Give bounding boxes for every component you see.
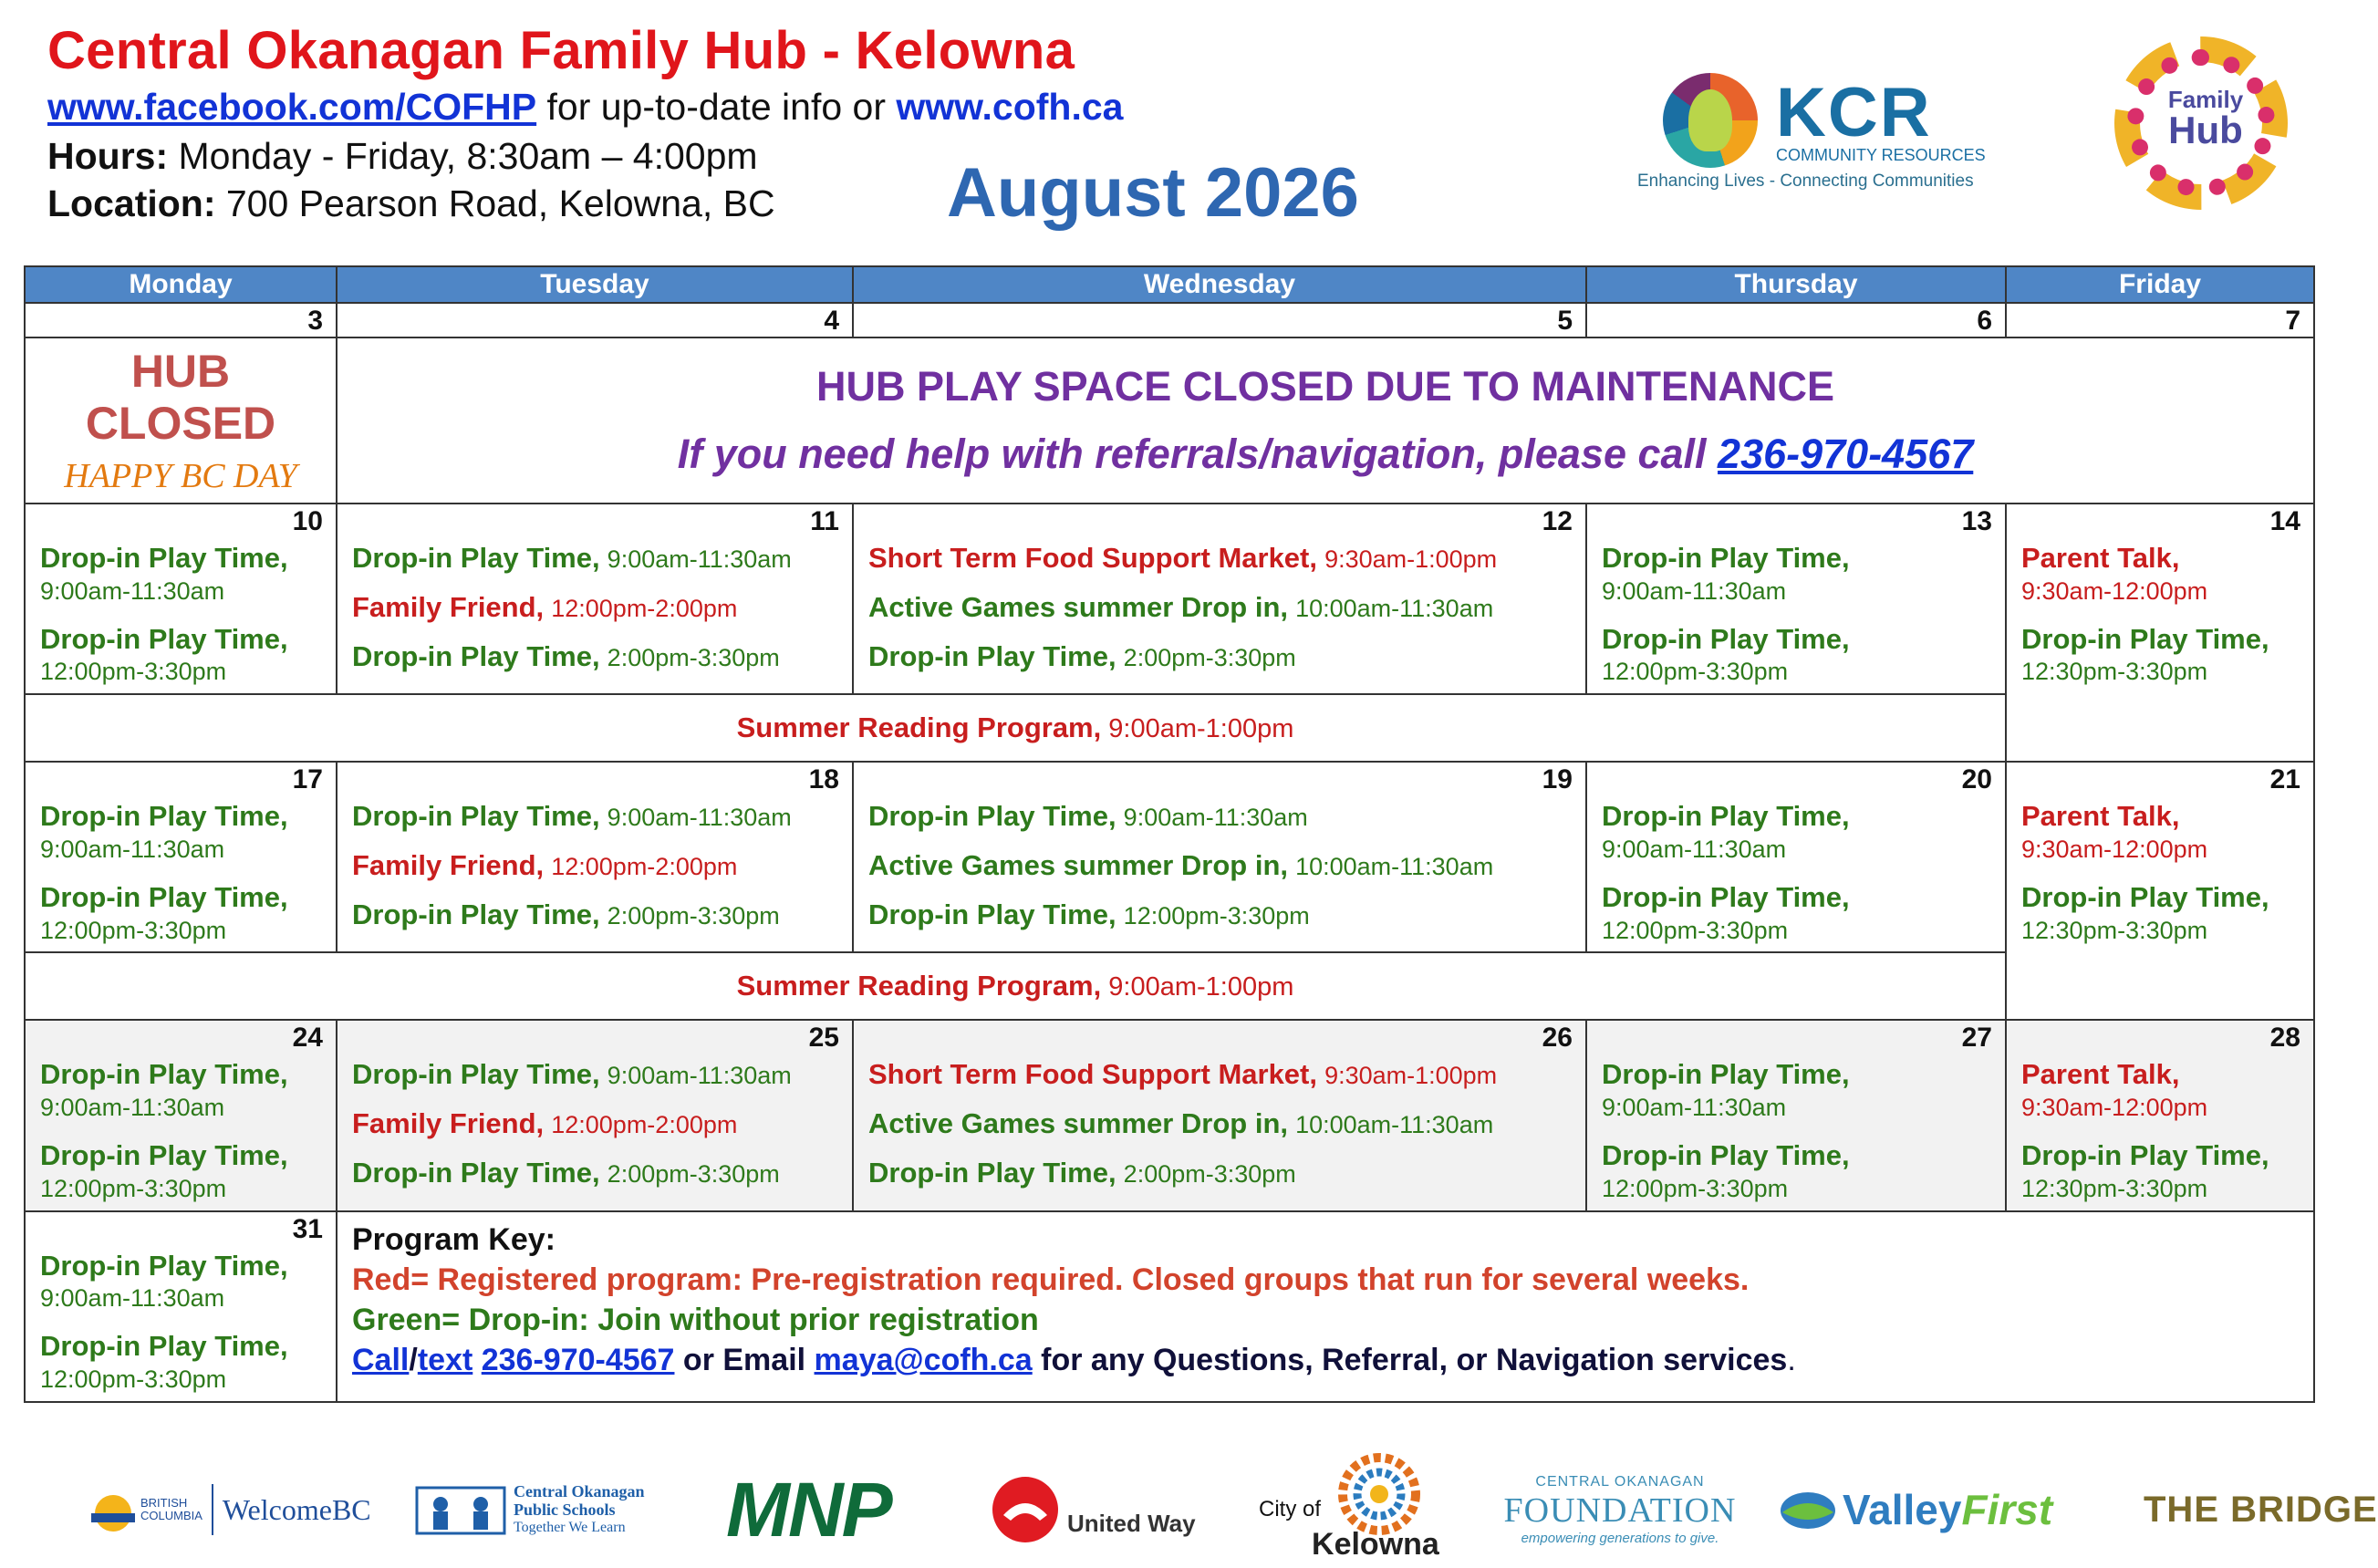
event-time: 9:00am-11:30am xyxy=(40,835,225,863)
kcr-logo xyxy=(1637,66,2020,202)
day-number: 13 xyxy=(1961,506,1992,536)
event-time: 2:00pm-3:30pm xyxy=(1123,1159,1296,1188)
day-cell xyxy=(1586,504,2006,694)
week-row xyxy=(25,504,2314,694)
event-time: 9:30am-12:00pm xyxy=(2021,1094,2208,1122)
event xyxy=(352,848,839,883)
welcomebc-logo xyxy=(86,1459,371,1560)
contact-text: or Email xyxy=(674,1343,815,1378)
hub-line1: Family xyxy=(2167,86,2244,113)
sponsor-strip xyxy=(73,1459,2378,1562)
event-time: 9:00am-11:30am xyxy=(40,576,225,605)
bc-small2: COLUMBIA xyxy=(140,1509,202,1522)
maintenance-notice xyxy=(337,337,2314,504)
event-name: Drop-in Play Time, xyxy=(1602,800,1850,833)
event-name: Drop-in Play Time, xyxy=(352,542,600,574)
day-cell xyxy=(1586,1020,2006,1210)
day-number: 21 xyxy=(2269,764,2300,795)
kcr-tagline: Enhancing Lives - Connecting Communities xyxy=(1637,171,1974,191)
day-number: 12 xyxy=(1542,506,1573,536)
united-way-logo xyxy=(989,1459,1196,1560)
cops-line2: Public Schools xyxy=(514,1501,616,1520)
divider xyxy=(212,1484,213,1535)
location-line xyxy=(47,182,775,225)
event xyxy=(40,799,323,866)
valley-text: Valley xyxy=(1843,1486,1962,1533)
united-way-text: United Way xyxy=(1067,1509,1196,1537)
event-name: Parent Talk, xyxy=(2021,1058,2180,1091)
event-name: Drop-in Play Time, xyxy=(868,800,1116,833)
city-emblem-icon xyxy=(1335,1450,1423,1538)
hub-line2: Hub xyxy=(2168,109,2243,151)
event-time: 12:00pm-2:00pm xyxy=(551,594,738,622)
event xyxy=(1602,541,1992,607)
event-time: 9:00am-11:30am xyxy=(1123,804,1308,832)
day-number: 18 xyxy=(808,764,839,795)
day-cell xyxy=(853,504,1586,694)
schools-icon xyxy=(415,1482,506,1537)
event-name: Drop-in Play Time, xyxy=(2021,1138,2269,1171)
day-number: 28 xyxy=(2269,1023,2300,1054)
first-text: First xyxy=(1961,1486,2053,1533)
event-time: 9:30am-12:00pm xyxy=(2021,576,2208,605)
event-name: Drop-in Play Time, xyxy=(40,880,288,913)
slash: / xyxy=(409,1343,418,1378)
event-name: Drop-in Play Time, xyxy=(40,800,288,833)
cof-logo xyxy=(1492,1459,1748,1560)
day-cell xyxy=(1586,762,2006,952)
calendar-table xyxy=(24,265,2315,1403)
day-number: 4 xyxy=(337,303,853,337)
cops-line1: Central Okanagan xyxy=(514,1482,645,1501)
day-number: 6 xyxy=(1586,303,2006,337)
day-number: 14 xyxy=(2269,506,2300,536)
event-name: Drop-in Play Time, xyxy=(40,1249,288,1282)
event xyxy=(352,1106,839,1141)
call-link[interactable]: Call xyxy=(352,1343,410,1378)
maintenance-text xyxy=(337,431,2313,478)
text-link[interactable]: text xyxy=(417,1343,473,1378)
event xyxy=(352,898,839,932)
event-time: 10:00am-11:30am xyxy=(1295,594,1494,622)
day-number: 25 xyxy=(808,1023,839,1054)
event-time: 12:00pm-3:30pm xyxy=(40,658,227,686)
event-name: Drop-in Play Time, xyxy=(40,1058,288,1091)
event-name: Drop-in Play Time, xyxy=(2021,622,2269,655)
website-link[interactable]: www.cofh.ca xyxy=(896,86,1124,128)
event-time: 9:00am-11:30am xyxy=(607,804,792,832)
weekday-header: Friday xyxy=(2006,266,2314,303)
day-number: 5 xyxy=(853,303,1586,337)
weekday-header-row xyxy=(25,266,2314,303)
event-name: Drop-in Play Time, xyxy=(868,639,1116,672)
hub-closed-line2: CLOSED xyxy=(85,398,276,449)
event-time: 9:00am-11:30am xyxy=(1602,1094,1787,1122)
event-time: 9:00am-11:30am xyxy=(40,1094,225,1122)
day-number: 19 xyxy=(1542,764,1573,795)
event xyxy=(2021,880,2300,947)
weekday-header: Monday xyxy=(25,266,337,303)
event xyxy=(2021,622,2300,689)
event-time: 12:00pm-3:30pm xyxy=(40,1174,227,1202)
event-time: 2:00pm-3:30pm xyxy=(607,1159,780,1188)
event xyxy=(1602,1138,1992,1205)
day-cell xyxy=(25,504,337,694)
event-name: Drop-in Play Time, xyxy=(868,1156,1116,1189)
day-cell xyxy=(853,1020,1586,1210)
day-cell xyxy=(337,504,853,694)
bc-small1: BRITISH xyxy=(140,1495,188,1510)
day-number: 11 xyxy=(810,506,839,536)
event xyxy=(40,622,323,689)
event-time: 2:00pm-3:30pm xyxy=(1123,643,1296,671)
event-time: 12:00pm-2:00pm xyxy=(551,1111,738,1139)
family-hub-logo xyxy=(2098,15,2308,224)
event-time: 10:00am-11:30am xyxy=(1295,852,1494,880)
cops-line3: Together We Learn xyxy=(514,1520,626,1535)
hours-value: Monday - Friday, 8:30am – 4:00pm xyxy=(168,135,758,177)
phone-link[interactable]: 236-970-4567 xyxy=(1718,431,1974,477)
event xyxy=(352,541,839,576)
event-name: Drop-in Play Time, xyxy=(352,1058,600,1091)
day-cell xyxy=(853,762,1586,952)
week-row xyxy=(25,1020,2314,1210)
weekday-header: Tuesday xyxy=(337,266,853,303)
event xyxy=(40,880,323,947)
day-number: 10 xyxy=(292,506,323,536)
event-time: 12:00pm-3:30pm xyxy=(1602,1174,1789,1202)
event-name: Drop-in Play Time, xyxy=(1602,1058,1850,1091)
cof-line2: FOUNDATION xyxy=(1503,1490,1737,1530)
event xyxy=(1602,880,1992,947)
day-cell xyxy=(25,1020,337,1210)
welcomebc-text: WelcomeBC xyxy=(222,1492,371,1526)
info-line xyxy=(47,86,1123,129)
location-label: Location: xyxy=(47,182,216,224)
event xyxy=(868,898,1573,932)
event-time: 9:00am-11:30am xyxy=(1602,576,1787,605)
day-cell xyxy=(25,762,337,952)
hub-closed-cell xyxy=(25,337,337,504)
event-time: 10:00am-11:30am xyxy=(1295,1111,1494,1139)
event xyxy=(40,1138,323,1205)
event xyxy=(2021,1057,2300,1124)
family-hub-wordmark xyxy=(2160,88,2251,150)
period: . xyxy=(1787,1343,1796,1378)
event-name: Drop-in Play Time, xyxy=(1602,542,1850,574)
event-name: Active Games summer Drop in, xyxy=(868,1107,1288,1140)
key-contact xyxy=(352,1340,2299,1380)
phone-link[interactable]: 236-970-4567 xyxy=(481,1343,675,1378)
event-name: Drop-in Play Time, xyxy=(40,622,288,655)
event xyxy=(1602,622,1992,689)
contact-text: for any Questions, Referral, or Navigation services xyxy=(1032,1343,1788,1378)
event-name: Drop-in Play Time, xyxy=(352,639,600,672)
city-line1: City of xyxy=(1259,1497,1322,1522)
event-name: Drop-in Play Time, xyxy=(1602,1138,1850,1171)
maintenance-title: HUB PLAY SPACE CLOSED DUE TO MAINTENANCE xyxy=(816,363,1834,410)
key-heading: Program Key: xyxy=(352,1221,556,1257)
summer-reading-cell xyxy=(25,952,2006,1020)
event-name: Drop-in Play Time, xyxy=(352,1156,600,1189)
hub-closed-line1: HUB xyxy=(130,345,231,397)
event xyxy=(352,799,839,834)
event xyxy=(352,590,839,625)
event-time: 9:00am-11:30am xyxy=(1602,835,1787,863)
day-number: 26 xyxy=(1542,1023,1573,1054)
event xyxy=(868,1106,1573,1141)
mnp-text: MNP xyxy=(726,1466,891,1552)
key-red: Red= Registered program: Pre-registration required. Closed groups that run for several weeks. xyxy=(352,1262,1750,1297)
event-time: 9:00am-1:00pm xyxy=(1108,972,1294,1002)
email-link[interactable]: maya@cofh.ca xyxy=(814,1343,1033,1378)
summer-reading-row xyxy=(25,952,2314,1020)
event-time: 9:00am-11:30am xyxy=(607,545,792,573)
day-cell xyxy=(2006,1020,2314,1210)
cops-logo xyxy=(415,1459,645,1560)
program-key xyxy=(337,1211,2314,1402)
event xyxy=(868,1057,1573,1092)
event-name: Drop-in Play Time, xyxy=(40,1330,288,1363)
facebook-link[interactable]: www.facebook.com/COFHP xyxy=(47,86,537,128)
event-name: Family Friend, xyxy=(352,590,545,623)
event xyxy=(2021,1138,2300,1205)
event-name: Drop-in Play Time, xyxy=(1602,880,1850,913)
day-number: 31 xyxy=(292,1213,323,1244)
event-name: Drop-in Play Time, xyxy=(2021,880,2269,913)
event-time: 2:00pm-3:30pm xyxy=(607,643,780,671)
event xyxy=(2021,541,2300,607)
bridge-text: THE BRIDGE xyxy=(2144,1489,2378,1530)
united-way-hand-icon xyxy=(989,1473,1062,1546)
event-name: Summer Reading Program, xyxy=(736,711,1102,744)
event-name: Drop-in Play Time, xyxy=(868,898,1116,930)
day-cell xyxy=(337,1020,853,1210)
kcr-name: KCR xyxy=(1776,74,1932,151)
bc-day-note: HAPPY BC DAY xyxy=(64,456,297,495)
mnp-logo xyxy=(726,1459,891,1560)
event-name: Family Friend, xyxy=(352,1107,545,1140)
day-cell xyxy=(2006,762,2314,1020)
event xyxy=(868,590,1573,625)
event-time: 9:00am-11:30am xyxy=(40,1284,225,1313)
weekday-header: Thursday xyxy=(1586,266,2006,303)
day-number: 24 xyxy=(292,1023,323,1054)
bc-sun-icon xyxy=(86,1482,140,1537)
day-cell xyxy=(337,762,853,952)
event-time: 12:00pm-3:30pm xyxy=(40,916,227,944)
event-name: Short Term Food Support Market, xyxy=(868,1058,1317,1091)
week-row xyxy=(25,337,2314,504)
month-title: August 2026 xyxy=(947,154,1359,232)
summer-reading-row xyxy=(25,694,2314,762)
day-cell xyxy=(2006,504,2314,762)
event-time: 12:30pm-3:30pm xyxy=(2021,1174,2208,1202)
event-name: Drop-in Play Time, xyxy=(40,1138,288,1171)
event xyxy=(868,541,1573,576)
notice-text: If you need help with referrals/navigation, please call xyxy=(677,431,1719,477)
hours-line xyxy=(47,135,758,178)
week-row xyxy=(25,1211,2314,1402)
hours-label: Hours: xyxy=(47,135,169,177)
event xyxy=(40,1057,323,1124)
event xyxy=(868,799,1573,834)
valley-first-logo xyxy=(1779,1459,2052,1560)
event xyxy=(40,1249,323,1315)
day-number: 17 xyxy=(292,764,323,795)
the-bridge-logo xyxy=(2144,1459,2378,1560)
page-title: Central Okanagan Family Hub - Kelowna xyxy=(47,21,1075,80)
event-time: 2:00pm-3:30pm xyxy=(607,901,780,929)
event-name: Summer Reading Program, xyxy=(736,970,1102,1002)
event xyxy=(352,1057,839,1092)
kcr-emblem-icon xyxy=(1663,73,1758,168)
event xyxy=(868,848,1573,883)
event-time: 9:30am-12:00pm xyxy=(2021,835,2208,863)
event-time: 9:30am-1:00pm xyxy=(1324,545,1498,573)
event-name: Drop-in Play Time, xyxy=(352,800,600,833)
date-row xyxy=(25,303,2314,337)
day-cell xyxy=(25,1211,337,1402)
info-text: for up-to-date info or xyxy=(536,86,897,128)
event xyxy=(1602,1057,1992,1124)
event xyxy=(868,639,1573,674)
event-name: Short Term Food Support Market, xyxy=(868,542,1317,574)
cof-line1: CENTRAL OKANAGAN xyxy=(1535,1473,1705,1490)
day-number: 3 xyxy=(25,303,337,337)
event-time: 9:00am-1:00pm xyxy=(1108,714,1294,744)
event xyxy=(1602,799,1992,866)
event-time: 12:00pm-3:30pm xyxy=(1123,901,1310,929)
key-green: Green= Drop-in: Join without prior registration xyxy=(352,1302,1039,1337)
event-time: 12:30pm-3:30pm xyxy=(2021,658,2208,686)
event-time: 12:00pm-3:30pm xyxy=(40,1365,227,1393)
event-time: 12:00pm-2:00pm xyxy=(551,852,738,880)
event-time: 9:30am-1:00pm xyxy=(1324,1062,1498,1090)
event-time: 12:30pm-3:30pm xyxy=(2021,916,2208,944)
valley-first-leaf-icon xyxy=(1779,1487,1837,1532)
day-number: 27 xyxy=(1961,1023,1992,1054)
city-line2: Kelowna xyxy=(1312,1527,1439,1562)
event-name: Drop-in Play Time, xyxy=(1602,622,1850,655)
week-row xyxy=(25,762,2314,952)
event-name: Active Games summer Drop in, xyxy=(868,590,1288,623)
event-name: Drop-in Play Time, xyxy=(40,542,288,574)
event-name: Parent Talk, xyxy=(2021,800,2180,833)
event-name: Parent Talk, xyxy=(2021,542,2180,574)
event xyxy=(868,1156,1573,1190)
kcr-subtitle: COMMUNITY RESOURCES xyxy=(1776,146,1986,164)
event-name: Family Friend, xyxy=(352,848,545,881)
weekday-header: Wednesday xyxy=(853,266,1586,303)
event-time: 12:00pm-3:30pm xyxy=(1602,658,1789,686)
summer-reading-cell xyxy=(25,694,2006,762)
event-name: Drop-in Play Time, xyxy=(352,898,600,930)
event-name: Active Games summer Drop in, xyxy=(868,848,1288,881)
day-number: 20 xyxy=(1961,764,1992,795)
event xyxy=(40,541,323,607)
event-time: 12:00pm-3:30pm xyxy=(1602,916,1789,944)
event xyxy=(40,1329,323,1396)
city-kelowna-logo xyxy=(1259,1459,1439,1562)
location-value: 700 Pearson Road, Kelowna, BC xyxy=(215,182,775,224)
day-number: 7 xyxy=(2006,303,2314,337)
event xyxy=(352,1156,839,1190)
cof-line3: empowering generations to give. xyxy=(1521,1530,1719,1546)
event xyxy=(2021,799,2300,866)
event xyxy=(352,639,839,674)
event-time: 9:00am-11:30am xyxy=(607,1062,792,1090)
